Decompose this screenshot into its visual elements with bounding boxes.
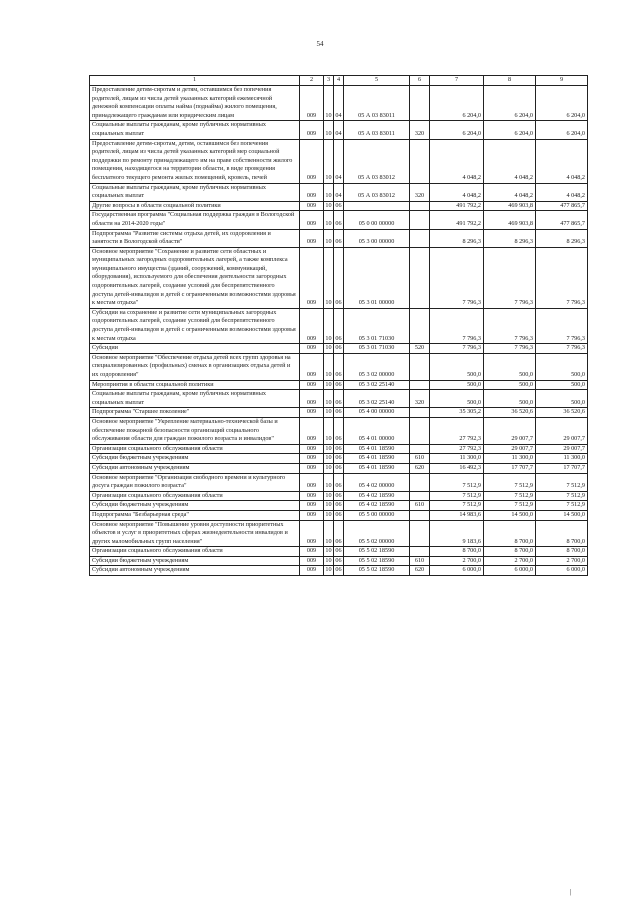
row-section-cell: 10 [324,444,334,454]
row-value-cell: 4 048,2 [536,183,588,201]
row-type-cell: 620 [410,566,430,576]
table-row [90,417,588,444]
row-value-cell: 11 300,0 [536,454,588,464]
row-subsection-cell: 06 [334,491,344,501]
row-code-cell: 009 [300,211,324,229]
budget-table [89,75,588,576]
row-value-cell: 7 796,3 [484,308,536,343]
row-target-cell: 05 5 02 18590 [344,547,410,557]
row-value-cell: 7 512,9 [484,473,536,491]
row-value-cell: 7 796,3 [536,308,588,343]
row-value-cell: 2 700,0 [536,556,588,566]
row-section-cell: 10 [324,380,334,390]
table-row [90,463,588,473]
table-row [90,501,588,511]
table-row [90,86,588,121]
table-row [90,390,588,408]
row-type-cell [410,473,430,491]
row-type-cell [410,380,430,390]
row-code-cell: 009 [300,308,324,343]
row-target-cell: 05 А 03 83011 [344,121,410,139]
row-type-cell: 620 [410,463,430,473]
row-subsection-cell: 06 [334,566,344,576]
row-subsection-cell: 06 [334,444,344,454]
row-value-cell: 469 903,8 [484,211,536,229]
row-code-cell: 009 [300,121,324,139]
row-code-cell: 009 [300,353,324,380]
row-name-cell: Основное мероприятие "Укрепление материально-технической базы и обеспечение пожарной безопасности организаций социального обслуживания области для граждан пожилого возраста и инвалидов" [90,417,300,444]
row-subsection-cell: 06 [334,547,344,557]
row-value-cell: 17 707,7 [484,463,536,473]
table-row [90,344,588,354]
row-value-cell: 11 300,0 [484,454,536,464]
row-code-cell: 009 [300,473,324,491]
row-type-cell: 610 [410,556,430,566]
row-section-cell: 10 [324,139,334,183]
row-value-cell: 8 700,0 [484,520,536,547]
row-code-cell: 009 [300,491,324,501]
row-code-cell: 009 [300,229,324,247]
row-section-cell: 10 [324,566,334,576]
row-value-cell: 17 707,7 [536,463,588,473]
row-value-cell: 477 865,7 [536,201,588,211]
row-name-cell: Субсидии на сохранение и развитие сети муниципальных загородных оздоровительных лагерей, создание условий для беспрепятственного доступа детей-инвалидов и детей с ограниченными возможностями здоровья к местам отдыха [90,308,300,343]
row-subsection-cell: 06 [334,510,344,520]
row-value-cell: 14 983,6 [430,510,484,520]
row-name-cell: Организации социального обслуживания области [90,444,300,454]
row-value-cell: 8 700,0 [430,547,484,557]
header-cell: 1 [90,76,300,86]
row-name-cell: Субсидии автономным учреждениям [90,463,300,473]
row-subsection-cell: 06 [334,454,344,464]
table-row [90,211,588,229]
row-type-cell: 320 [410,183,430,201]
row-code-cell: 009 [300,380,324,390]
row-name-cell: Социальные выплаты гражданам, кроме публичных нормативных социальных выплат [90,121,300,139]
row-section-cell: 10 [324,417,334,444]
row-type-cell [410,491,430,501]
row-subsection-cell: 06 [334,344,344,354]
row-section-cell: 10 [324,344,334,354]
row-type-cell: 320 [410,390,430,408]
row-code-cell: 009 [300,86,324,121]
row-target-cell: 05 4 01 18590 [344,444,410,454]
row-name-cell: Предоставление детям-сиротам, детям, оставшимся без попечения родителей, лицам из числа детей указанных категорий мер социальной поддержки по ремонту принадлежащего им на праве собственности жилого помещения, находящегося на территории области, в виде проведения бесплатного текущего ремонта жилых помещений, кровель, печей [90,139,300,183]
row-value-cell: 7 796,3 [484,247,536,308]
row-section-cell: 10 [324,308,334,343]
row-value-cell: 36 520,6 [536,408,588,418]
row-subsection-cell: 06 [334,520,344,547]
row-type-cell: 610 [410,454,430,464]
row-value-cell: 29 007,7 [536,417,588,444]
row-section-cell: 10 [324,510,334,520]
row-target-cell: 05 4 01 18590 [344,463,410,473]
row-target-cell: 05 3 02 00000 [344,353,410,380]
row-code-cell: 009 [300,566,324,576]
row-type-cell [410,408,430,418]
table-row [90,353,588,380]
table-row [90,473,588,491]
row-section-cell: 10 [324,473,334,491]
row-name-cell: Субсидии [90,344,300,354]
row-value-cell: 500,0 [536,353,588,380]
row-value-cell: 6 204,0 [430,121,484,139]
table-row [90,491,588,501]
row-value-cell: 11 300,0 [430,454,484,464]
row-name-cell: Подпрограмма "Развитие системы отдыха детей, их оздоровления и занятости в Вологодской области" [90,229,300,247]
row-target-cell: 05 4 01 00000 [344,417,410,444]
row-section-cell: 10 [324,454,334,464]
row-subsection-cell: 06 [334,211,344,229]
row-value-cell: 7 512,9 [484,501,536,511]
row-type-cell: 520 [410,344,430,354]
row-section-cell: 10 [324,86,334,121]
row-value-cell: 8 700,0 [484,547,536,557]
table-row [90,454,588,464]
row-value-cell: 29 007,7 [536,444,588,454]
row-target-cell: 05 0 00 00000 [344,211,410,229]
row-value-cell: 7 796,3 [430,308,484,343]
row-value-cell: 500,0 [430,353,484,380]
row-target-cell: 05 4 02 18590 [344,501,410,511]
row-type-cell [410,211,430,229]
row-name-cell: Субсидии бюджетным учреждениям [90,556,300,566]
row-value-cell: 7 512,9 [536,501,588,511]
row-code-cell: 009 [300,501,324,511]
row-value-cell: 8 700,0 [536,547,588,557]
table-row [90,566,588,576]
row-subsection-cell: 04 [334,139,344,183]
header-cell: 4 [334,76,344,86]
row-code-cell: 009 [300,201,324,211]
row-value-cell: 500,0 [430,390,484,408]
row-value-cell: 4 048,2 [484,183,536,201]
row-code-cell: 009 [300,417,324,444]
row-type-cell [410,201,430,211]
row-target-cell: 05 4 02 00000 [344,473,410,491]
row-subsection-cell: 06 [334,380,344,390]
row-type-cell: 610 [410,501,430,511]
header-cell: 9 [536,76,588,86]
row-name-cell: Организации социального обслуживания области [90,491,300,501]
row-value-cell: 14 500,0 [484,510,536,520]
row-value-cell: 477 865,7 [536,211,588,229]
row-code-cell: 009 [300,454,324,464]
row-code-cell: 009 [300,247,324,308]
table-row [90,139,588,183]
row-name-cell: Социальные выплаты гражданам, кроме публичных нормативных социальных выплат [90,183,300,201]
row-type-cell [410,444,430,454]
row-value-cell: 6 204,0 [484,86,536,121]
row-section-cell: 10 [324,183,334,201]
table-row [90,201,588,211]
table-header-row [90,76,588,86]
row-type-cell [410,520,430,547]
row-value-cell: 500,0 [484,390,536,408]
row-value-cell: 36 520,6 [484,408,536,418]
row-value-cell: 16 492,3 [430,463,484,473]
row-name-cell: Основное мероприятие "Повышение уровня доступности приоритетных объектов и услуг в приоритетных сферах жизнедеятельности инвалидов и других маломобильных групп населения" [90,520,300,547]
table-row [90,408,588,418]
row-target-cell: 05 3 01 71030 [344,344,410,354]
row-name-cell: Мероприятия в области социальной политики [90,380,300,390]
row-value-cell: 27 792,3 [430,444,484,454]
row-type-cell [410,139,430,183]
row-subsection-cell: 06 [334,473,344,491]
row-value-cell: 469 903,8 [484,201,536,211]
row-code-cell: 009 [300,390,324,408]
page-number: 54 [316,40,324,48]
row-section-cell: 10 [324,408,334,418]
header-cell: 3 [324,76,334,86]
row-subsection-cell: 06 [334,201,344,211]
row-value-cell: 2 700,0 [430,556,484,566]
row-code-cell: 009 [300,556,324,566]
row-subsection-cell: 04 [334,121,344,139]
row-type-cell [410,229,430,247]
row-value-cell: 6 000,0 [484,566,536,576]
row-code-cell: 009 [300,344,324,354]
row-value-cell: 500,0 [536,390,588,408]
row-target-cell: 05 3 00 00000 [344,229,410,247]
row-value-cell: 8 296,3 [536,229,588,247]
table-row [90,547,588,557]
table-row [90,444,588,454]
row-value-cell: 6 204,0 [430,86,484,121]
row-value-cell: 7 512,9 [536,473,588,491]
header-cell: 5 [344,76,410,86]
row-value-cell: 7 796,3 [430,247,484,308]
table-row [90,247,588,308]
row-section-cell: 10 [324,491,334,501]
row-subsection-cell: 06 [334,556,344,566]
row-subsection-cell: 06 [334,501,344,511]
row-value-cell: 7 796,3 [484,344,536,354]
row-value-cell: 9 183,6 [430,520,484,547]
row-value-cell: 35 305,2 [430,408,484,418]
row-code-cell: 009 [300,408,324,418]
row-value-cell: 27 792,3 [430,417,484,444]
row-value-cell: 7 512,9 [536,491,588,501]
row-value-cell: 500,0 [484,353,536,380]
row-subsection-cell: 06 [334,417,344,444]
row-name-cell: Другие вопросы в области социальной политики [90,201,300,211]
row-name-cell: Субсидии автономным учреждениям [90,566,300,576]
row-code-cell: 009 [300,510,324,520]
row-section-cell: 10 [324,229,334,247]
row-target-cell: 05 4 02 18590 [344,491,410,501]
row-value-cell: 4 048,2 [430,183,484,201]
row-subsection-cell: 06 [334,308,344,343]
row-value-cell: 491 792,2 [430,211,484,229]
row-target-cell: 05 3 02 25140 [344,390,410,408]
row-value-cell: 4 048,2 [430,139,484,183]
row-value-cell: 8 700,0 [536,520,588,547]
row-target-cell: 05 4 00 00000 [344,408,410,418]
row-target-cell: 05 А 03 83012 [344,139,410,183]
row-subsection-cell: 06 [334,390,344,408]
table-row [90,229,588,247]
row-name-cell: Подпрограмма "Безбарьерная среда" [90,510,300,520]
row-target-cell: 05 5 02 18590 [344,556,410,566]
row-value-cell: 6 000,0 [536,566,588,576]
row-section-cell: 10 [324,520,334,547]
header-cell: 7 [430,76,484,86]
row-value-cell: 7 512,9 [484,491,536,501]
row-code-cell: 009 [300,547,324,557]
row-value-cell: 4 048,2 [536,139,588,183]
row-section-cell: 10 [324,247,334,308]
row-value-cell: 6 204,0 [484,121,536,139]
row-value-cell: 6 000,0 [430,566,484,576]
row-name-cell: Социальные выплаты гражданам, кроме публичных нормативных социальных выплат [90,390,300,408]
row-type-cell [410,86,430,121]
row-name-cell: Предоставление детям-сиротам и детям, оставшимся без попечения родителей, лицам из числа детей указанных категорий ежемесячной денежной компенсации оплаты найма (поднайма) жилого помещения, принадлежащего гражданам или юридическим лицам [90,86,300,121]
scan-mark: | [570,888,572,896]
row-value-cell: 7 796,3 [536,247,588,308]
row-section-cell: 10 [324,556,334,566]
row-value-cell: 14 500,0 [536,510,588,520]
row-subsection-cell: 04 [334,86,344,121]
row-subsection-cell: 06 [334,247,344,308]
row-subsection-cell: 06 [334,353,344,380]
row-section-cell: 10 [324,463,334,473]
row-target-cell: 05 5 02 18590 [344,566,410,576]
row-value-cell: 8 296,3 [484,229,536,247]
row-value-cell: 6 204,0 [536,121,588,139]
table-row [90,520,588,547]
row-subsection-cell: 06 [334,463,344,473]
row-type-cell [410,308,430,343]
table-row [90,183,588,201]
table-row [90,308,588,343]
row-target-cell: 05 А 03 83012 [344,183,410,201]
row-subsection-cell: 06 [334,229,344,247]
row-value-cell: 7 512,9 [430,473,484,491]
row-name-cell: Основное мероприятие "Обеспечение отдыха детей всех групп здоровья на специализированных (профильных) сменах в организациях отдыха детей и их оздоровления" [90,353,300,380]
row-name-cell: Субсидии бюджетным учреждениям [90,501,300,511]
row-target-cell: 05 А 03 83011 [344,86,410,121]
row-value-cell: 2 700,0 [484,556,536,566]
row-code-cell: 009 [300,444,324,454]
row-value-cell: 7 512,9 [430,491,484,501]
row-target-cell: 05 3 01 71030 [344,308,410,343]
row-value-cell: 29 007,7 [484,417,536,444]
row-type-cell [410,353,430,380]
row-section-cell: 10 [324,121,334,139]
row-value-cell: 6 204,0 [536,86,588,121]
row-value-cell: 491 792,2 [430,201,484,211]
row-name-cell: Основное мероприятие "Сохранение и развитие сети областных и муниципальных загородных оздоровительных лагерей, а также комплекса муниципального имущества (зданий, сооружений, коммуникаций, оборудования), используемого для обеспечения деятельности загородных оздоровительных лагерей, создание условий для беспрепятственного доступа детей-инвалидов и детей с ограниченными возможностями здоровья к местам отдыха" [90,247,300,308]
row-code-cell: 009 [300,139,324,183]
row-subsection-cell: 06 [334,408,344,418]
row-target-cell: 05 3 02 25140 [344,380,410,390]
header-cell: 8 [484,76,536,86]
row-type-cell: 320 [410,121,430,139]
row-name-cell: Субсидии бюджетным учреждениям [90,454,300,464]
row-value-cell: 4 048,2 [484,139,536,183]
row-section-cell: 10 [324,211,334,229]
row-type-cell [410,247,430,308]
row-section-cell: 10 [324,501,334,511]
row-code-cell: 009 [300,520,324,547]
row-name-cell: Подпрограмма "Старшее поколение" [90,408,300,418]
row-section-cell: 10 [324,390,334,408]
row-value-cell: 500,0 [536,380,588,390]
header-cell: 2 [300,76,324,86]
row-value-cell: 7 796,3 [430,344,484,354]
row-target-cell: 05 3 01 00000 [344,247,410,308]
row-target-cell: 05 5 00 00000 [344,510,410,520]
row-target-cell [344,201,410,211]
row-name-cell: Организации социального обслуживания области [90,547,300,557]
table-row [90,556,588,566]
row-value-cell: 7 796,3 [536,344,588,354]
row-value-cell: 29 007,7 [484,444,536,454]
row-code-cell: 009 [300,463,324,473]
row-subsection-cell: 04 [334,183,344,201]
row-section-cell: 10 [324,201,334,211]
row-value-cell: 500,0 [430,380,484,390]
row-section-cell: 10 [324,353,334,380]
row-type-cell [410,547,430,557]
header-cell: 6 [410,76,430,86]
row-type-cell [410,417,430,444]
row-code-cell: 009 [300,183,324,201]
row-value-cell: 7 512,9 [430,501,484,511]
table-row [90,121,588,139]
table-row [90,510,588,520]
row-target-cell: 05 5 02 00000 [344,520,410,547]
row-section-cell: 10 [324,547,334,557]
row-value-cell: 500,0 [484,380,536,390]
row-name-cell: Основное мероприятие "Организация свободного времени и культурного досуга граждан пожилого возраста" [90,473,300,491]
row-type-cell [410,510,430,520]
table-row [90,380,588,390]
row-value-cell: 8 296,3 [430,229,484,247]
row-name-cell: Государственная программа "Социальная поддержка граждан в Вологодской области на 2014-2020 годы" [90,211,300,229]
row-target-cell: 05 4 01 18590 [344,454,410,464]
